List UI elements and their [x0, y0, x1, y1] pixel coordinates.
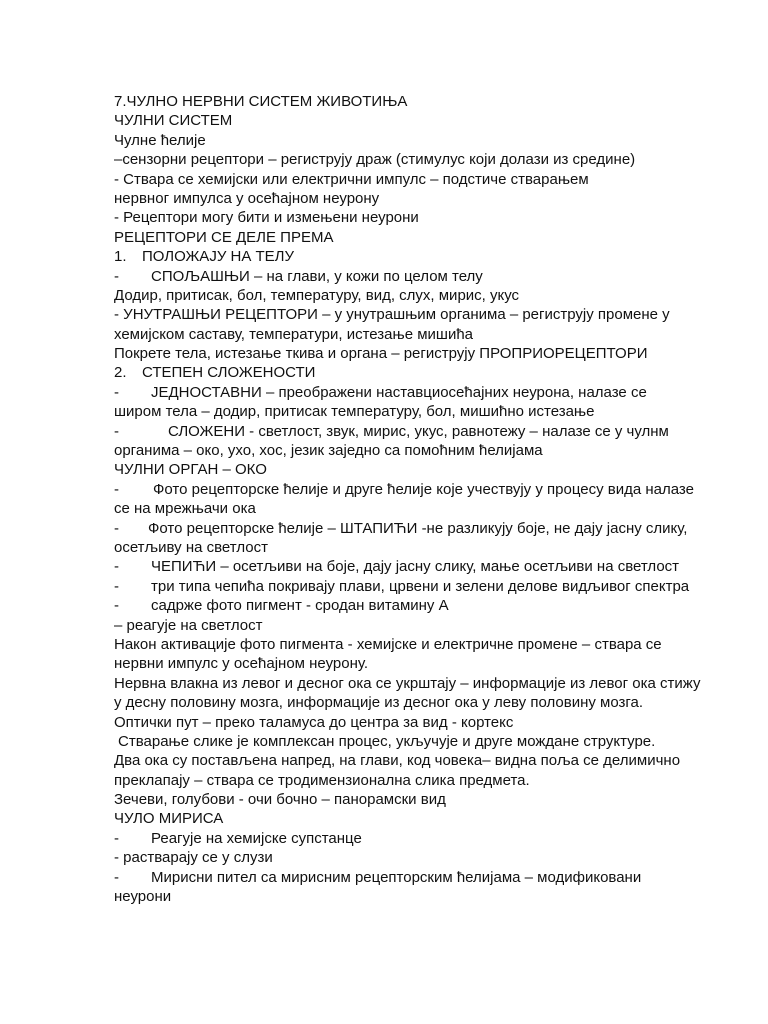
- list-item: - Фото рецепторске ћелије и друге ћелије које учествују у процесу вида налазе: [114, 480, 694, 498]
- list-marker: -: [114, 868, 119, 886]
- text-line: у десну половину мозга, информације из десног ока у леву половину мозга.: [114, 694, 644, 712]
- list-item: - Реагује на хемијске супстанце: [114, 829, 362, 847]
- list-marker: -: [114, 383, 119, 401]
- text-line: – реагује на светлост: [114, 616, 263, 634]
- list-marker: -: [114, 480, 119, 498]
- section-heading: ЧУЛО МИРИСА: [114, 810, 224, 828]
- text-line: Након активације фото пигмента - хемијске и електричне промене – ствара се: [114, 635, 662, 653]
- text-line: Чулне ћелије: [114, 131, 206, 149]
- section-heading: РЕЦЕПТОРИ СЕ ДЕЛЕ ПРЕМА: [114, 228, 334, 246]
- text-line: неурони: [114, 888, 172, 906]
- text-line: органима – око, ухо, хос, језик заједно са помоћним ћелијама: [114, 442, 543, 460]
- list-marker: -: [114, 267, 119, 285]
- text-line: Оптички пут – преко таламуса до центра за вид - кортекс: [114, 713, 514, 731]
- list-marker: -: [114, 558, 119, 576]
- text-line: нервни импулс у осећајном неурону.: [114, 655, 369, 673]
- list-number: 1.: [114, 248, 127, 266]
- text-line: - Рецептори могу бити и измењени неурони: [114, 209, 419, 227]
- text-line: Нервна влакна из левог и десног ока се укрштају – информације из левог ока стижу: [114, 674, 701, 692]
- list-item: - ЧЕПИЋИ – осетљиви на боје, дају јасну слику, мање осетљиви на светлост: [114, 558, 680, 576]
- text-line: нервног импулса у осећајном неурону: [114, 189, 380, 207]
- document-body: [0, 92, 768, 906]
- list-item: - садрже фото пигмент - сродан витамину А: [114, 597, 449, 615]
- doc-title: 7.ЧУЛНО НЕРВНИ СИСТЕМ ЖИВОТИЊА: [114, 93, 408, 110]
- list-marker: -: [114, 422, 119, 440]
- text-line: Два ока су постављена напред, на глави, код човека– видна поља се делимично: [114, 752, 681, 770]
- text-line: –сензорни рецептори – региструју драж (стимулус који долази из средине): [114, 151, 636, 169]
- list-number: 2.: [114, 364, 127, 382]
- text-line: - УНУТРАШЊИ РЕЦЕПТОРИ – у унутрашњим органима – региструју промене у: [114, 306, 670, 324]
- section-heading: ЧУЛНИ СИСТЕМ: [114, 112, 233, 130]
- numbered-item: 1. ПОЛОЖАЈУ НА ТЕЛУ: [114, 248, 295, 266]
- list-item: - ЈЕДНОСТАВНИ – преображени наставциосећајних неурона, налазе се: [114, 383, 647, 401]
- text-line: широм тела – додир, притисак температуру, бол, мишићно истезање: [114, 403, 595, 421]
- text-line: осетљиву на светлост: [114, 538, 268, 556]
- text-line: Покрете тела, истезање ткива и органа – региструју ПРОПРИОРЕЦЕПТОРИ: [114, 345, 648, 363]
- text-line: хемијском саставу, температури, истезање мишића: [114, 325, 474, 343]
- text-line: Зечеви, голубови - очи бочно – панорамски вид: [114, 791, 446, 809]
- text-line: - растварају се у слузи: [114, 849, 273, 867]
- list-item: - СЛОЖЕНИ - светлост, звук, мирис, укус, равнотежу – налазе се у чулнм: [114, 422, 669, 440]
- text-line: Додир, притисак, бол, температуру, вид, слух, мирис, укус: [114, 286, 520, 304]
- numbered-item: 2. СТЕПЕН СЛОЖЕНОСТИ: [114, 364, 316, 382]
- list-item: - СПОЉАШЊИ – на глави, у кожи по целом телу: [114, 267, 483, 285]
- text-line: - Ствара се хемијски или електрични импулс – подстиче стварањем: [114, 170, 589, 188]
- section-heading: ЧУЛНИ ОРГАН – ОКО: [114, 461, 267, 479]
- list-item: - Мирисни пител са мирисним рецепторским ћелијама – модификовани: [114, 868, 642, 886]
- list-marker: -: [114, 577, 119, 595]
- text-line: Стварање слике је комплексан процес, укључује и друге мождане структуре.: [118, 732, 656, 750]
- list-item: - три типа чепића покривају плави, црвени и зелени делове видљивог спектра: [114, 577, 690, 595]
- list-marker: -: [114, 597, 119, 615]
- list-marker: -: [114, 519, 119, 537]
- text-line: преклапају – ствара се тродимензионална слика предмета.: [114, 771, 530, 789]
- list-marker: -: [114, 829, 119, 847]
- text-line: се на мрежњачи ока: [114, 500, 256, 518]
- list-item: - Фото рецепторске ћелије – ШТАПИЋИ -не разликују боје, не дају јасну слику,: [114, 519, 688, 537]
